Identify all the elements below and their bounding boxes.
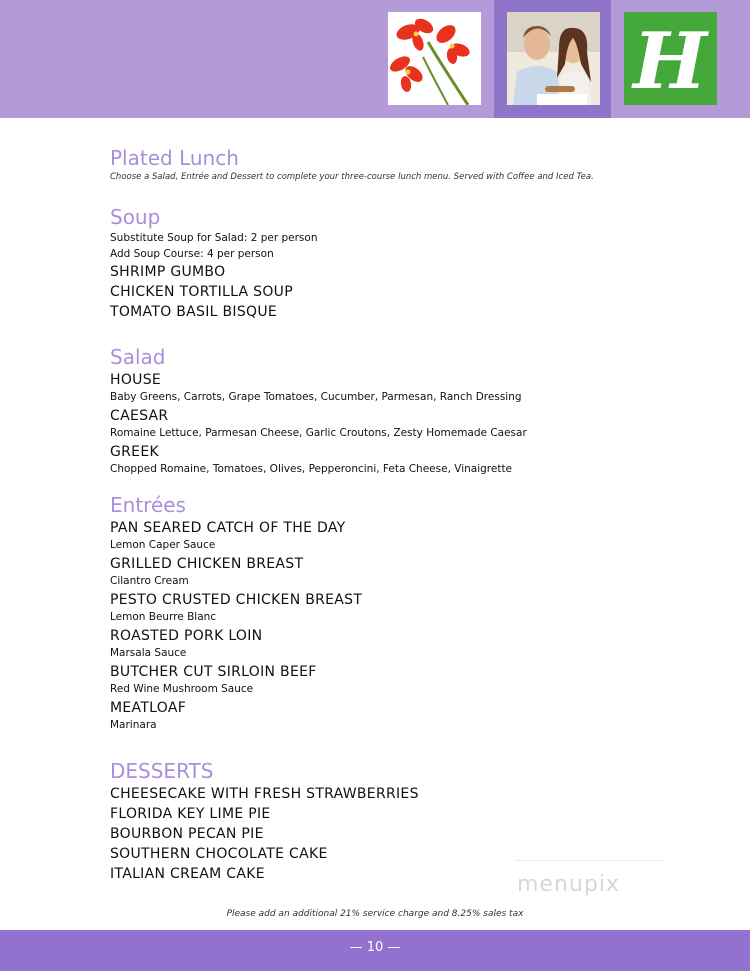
h-logo-icon — [624, 12, 717, 105]
dessert-item: CHEESECAKE WITH FRESH STRAWBERRIES — [110, 786, 419, 802]
entree-item-desc: Marinara — [110, 719, 157, 731]
header-banner — [0, 0, 750, 118]
entree-item-desc: Red Wine Mushroom Sauce — [110, 683, 254, 695]
soup-note: Add Soup Course: 4 per person — [110, 248, 274, 260]
soup-item: CHICKEN TORTILLA SOUP — [110, 284, 293, 300]
salad-item-name: GREEK — [110, 444, 159, 460]
dessert-item: SOUTHERN CHOCOLATE CAKE — [110, 846, 328, 862]
soup-item: SHRIMP GUMBO — [110, 264, 226, 280]
dessert-item: ITALIAN CREAM CAKE — [110, 866, 265, 882]
entree-item-desc: Lemon Beurre Blanc — [110, 611, 217, 623]
orchid-photo — [388, 12, 481, 105]
salad-heading: Salad — [110, 345, 166, 369]
couple-dining-photo — [507, 12, 600, 105]
dessert-item: FLORIDA KEY LIME PIE — [110, 806, 271, 822]
footer-bar — [0, 930, 750, 971]
soup-heading: Soup — [110, 205, 161, 229]
entree-item-name: GRILLED CHICKEN BREAST — [110, 556, 304, 572]
entree-item-name: BUTCHER CUT SIRLOIN BEEF — [110, 664, 317, 680]
salad-item-desc: Baby Greens, Carrots, Grape Tomatoes, Cucumber, Parmesan, Ranch Dressing — [110, 391, 522, 403]
entree-item-name: PAN SEARED CATCH OF THE DAY — [110, 520, 346, 536]
salad-item-name: HOUSE — [110, 372, 162, 388]
plated-lunch-title: Plated Lunch — [110, 146, 239, 170]
menu-content — [110, 145, 670, 884]
watermark: menupix — [517, 872, 620, 897]
salad-item-desc: Chopped Romaine, Tomatoes, Olives, Pepperoncini, Feta Cheese, Vinaigrette — [110, 463, 513, 475]
holiday-inn-logo — [624, 12, 717, 105]
entree-item-name: ROASTED PORK LOIN — [110, 628, 263, 644]
entree-item-name: MEATLOAF — [110, 700, 187, 716]
dessert-item: BOURBON PECAN PIE — [110, 826, 264, 842]
salad-item-name: CAESAR — [110, 408, 169, 424]
couple-dining-icon — [507, 12, 600, 105]
tax-note: Please add an additional 21% service charge and 8.25% sales tax — [226, 909, 524, 919]
entrees-heading: Entrées — [110, 493, 186, 517]
desserts-heading: DESSERTS — [110, 759, 214, 783]
watermark-rule — [515, 860, 663, 861]
entree-item-desc: Marsala Sauce — [110, 647, 187, 659]
page-number: — 10 — — [349, 940, 401, 955]
entree-item-desc: Cilantro Cream — [110, 575, 189, 587]
salad-item-desc: Romaine Lettuce, Parmesan Cheese, Garlic Croutons, Zesty Homemade Caesar — [110, 427, 527, 439]
entree-item-name: PESTO CRUSTED CHICKEN BREAST — [110, 592, 363, 608]
soup-note: Substitute Soup for Salad: 2 per person — [110, 232, 318, 244]
plated-lunch-intro: Choose a Salad, Entrée and Dessert to complete your three-course lunch menu. Served with Coffee and Iced Tea. — [110, 172, 594, 182]
soup-item: TOMATO BASIL BISQUE — [110, 304, 278, 320]
logo-letter: H — [633, 16, 707, 105]
orchid-flower-icon — [388, 12, 481, 105]
entree-item-desc: Lemon Caper Sauce — [110, 539, 216, 551]
